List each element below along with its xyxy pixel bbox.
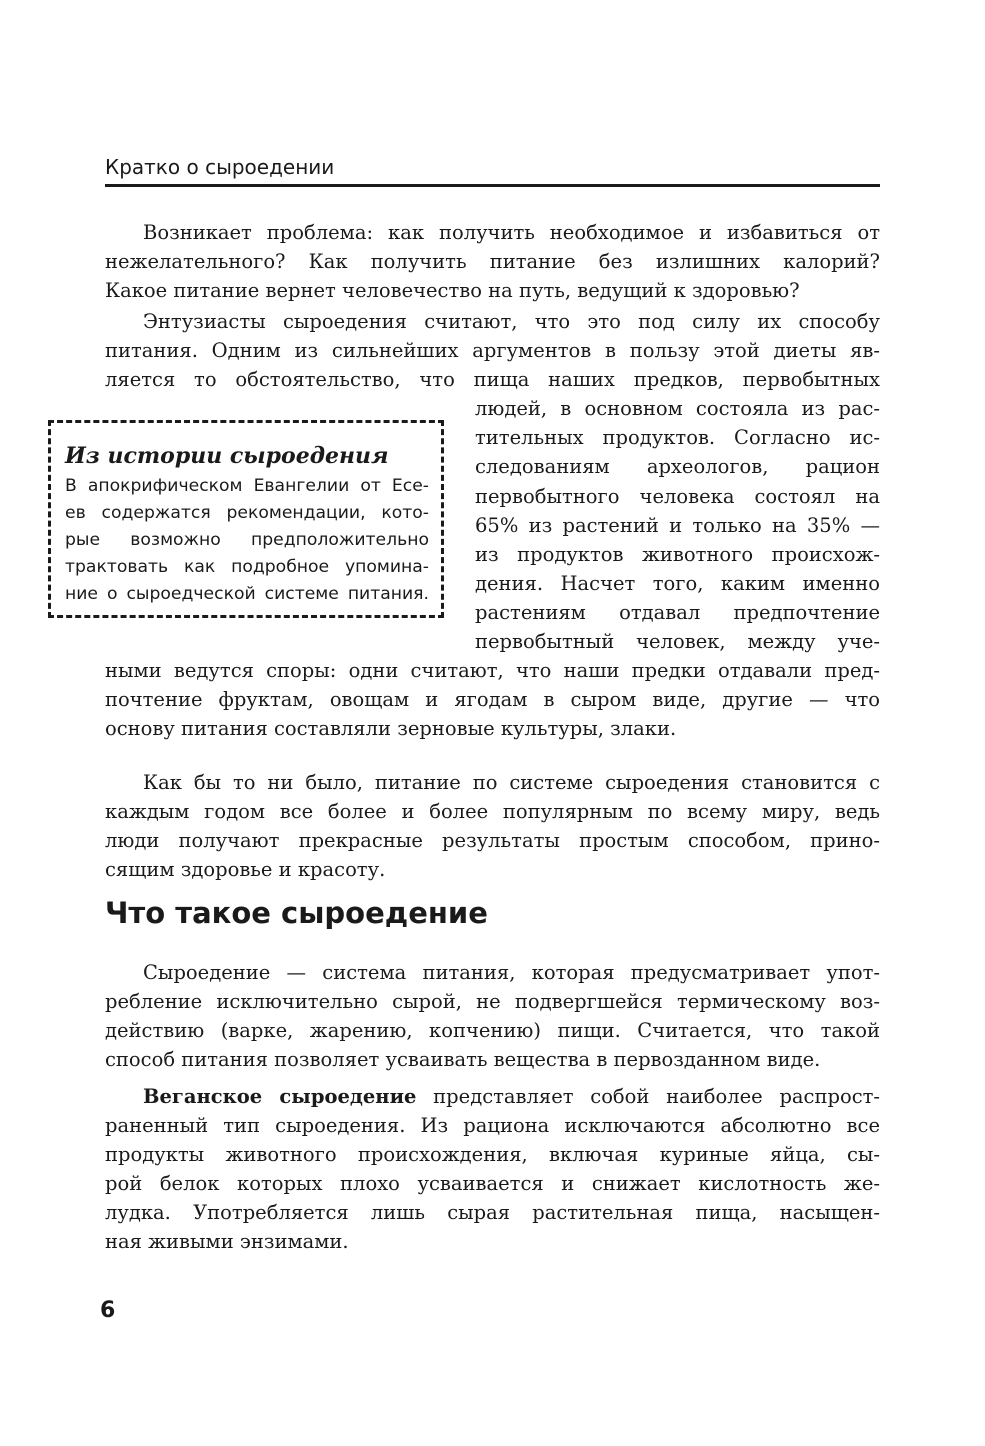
text-line: трактовать как подробное упомина- bbox=[65, 557, 429, 577]
text-line: Как бы то ни было, питание по системе сыроедения становится с bbox=[143, 771, 880, 794]
paragraph-definition bbox=[105, 958, 880, 1074]
text-line: ние о сыроедческой системе питания. bbox=[65, 584, 429, 604]
text-line: первобытного человека состоял на bbox=[475, 484, 880, 508]
text-line: людей, в основном состояла из рас- bbox=[475, 397, 880, 421]
text-line: В апокрифическом Евангелии от Есе- bbox=[65, 476, 429, 496]
text-line: растениям отдавал предпочтение bbox=[475, 600, 880, 624]
text-line: первобытный человек, между уче- bbox=[475, 630, 880, 654]
text-run: представляет собой наиболее распрост- bbox=[416, 1085, 880, 1108]
text-line: основу питания составляли зерновые культуры, злаки. bbox=[105, 717, 677, 741]
text-line bbox=[105, 1082, 880, 1111]
text-line: рые возможно предположительно bbox=[65, 530, 429, 550]
history-sidebar-box bbox=[48, 420, 444, 618]
sidebar-title: Из истории сыроедения bbox=[65, 443, 389, 469]
text-line: способ питания позволяет усваивать вещества в первозданном виде. bbox=[105, 1048, 821, 1072]
text-line: нежелательного? Как получить питание без излишних калорий? bbox=[105, 250, 880, 274]
text-line: раненный тип сыроедения. Из рациона исключаются абсолютно все bbox=[105, 1114, 880, 1138]
text-line: действию (варке, жарению, копчению) пищи. Считается, что такой bbox=[105, 1019, 880, 1043]
bold-term: Веганское сыроедение bbox=[143, 1085, 417, 1108]
text-line: 65% из растений и только на 35% — bbox=[475, 513, 880, 537]
text-line: ев содержатся рекомендации, кото- bbox=[65, 503, 429, 523]
text-line: Возникает проблема: как получить необходимое и избавиться от bbox=[143, 221, 880, 244]
paragraph-intro-1 bbox=[105, 218, 880, 305]
paragraph-vegan bbox=[105, 1082, 880, 1257]
text-line: питания. Одним из сильнейших аргументов в пользу этой диеты яв- bbox=[105, 339, 880, 363]
section-heading: Что такое сыроедение bbox=[105, 896, 488, 930]
text-line: ными ведутся споры: одни считают, что наши предки отдавали пред- bbox=[105, 659, 880, 683]
text-line: почтение фруктам, овощам и ягодам в сыром виде, другие — что bbox=[105, 688, 880, 712]
text-line: Какое питание вернет человечество на путь, ведущий к здоровью? bbox=[105, 279, 800, 303]
text-line: лудка. Употребляется лишь сырая растительная пища, насыщен- bbox=[105, 1201, 880, 1225]
running-header: Кратко о сыроедении bbox=[105, 152, 880, 187]
paragraph-intro-3 bbox=[105, 768, 880, 884]
text-line: следованиям археологов, рацион bbox=[475, 455, 880, 479]
text-line: сящим здоровье и красоту. bbox=[105, 858, 386, 882]
sidebar-text bbox=[65, 473, 429, 608]
text-line: ляется то обстоятельство, что пища наших предков, первобытных bbox=[105, 368, 880, 392]
text-line: рой белок которых плохо усваивается и снижает кислотность же- bbox=[105, 1172, 880, 1196]
text-line: из продуктов животного происхож- bbox=[475, 542, 880, 566]
text-line: дения. Насчет того, каким именно bbox=[475, 571, 880, 595]
text-line: Энтузиасты сыроедения считают, что это под силу их способу bbox=[143, 310, 880, 333]
text-line: каждым годом все более и более популярным по всему миру, ведь bbox=[105, 800, 880, 824]
text-line: люди получают прекрасные результаты простым способом, прино- bbox=[105, 829, 880, 853]
text-line: Сыроедение — система питания, которая предусматривает упот- bbox=[143, 961, 880, 984]
text-line: ная живыми энзимами. bbox=[105, 1230, 349, 1254]
text-line: ребление исключительно сырой, не подвергшейся термическому воз- bbox=[105, 990, 880, 1014]
text-line: продукты животного происхождения, включая куриные яйца, сы- bbox=[105, 1143, 880, 1167]
page-number: 6 bbox=[100, 1298, 116, 1323]
text-line: тительных продуктов. Согласно ис- bbox=[475, 426, 880, 450]
